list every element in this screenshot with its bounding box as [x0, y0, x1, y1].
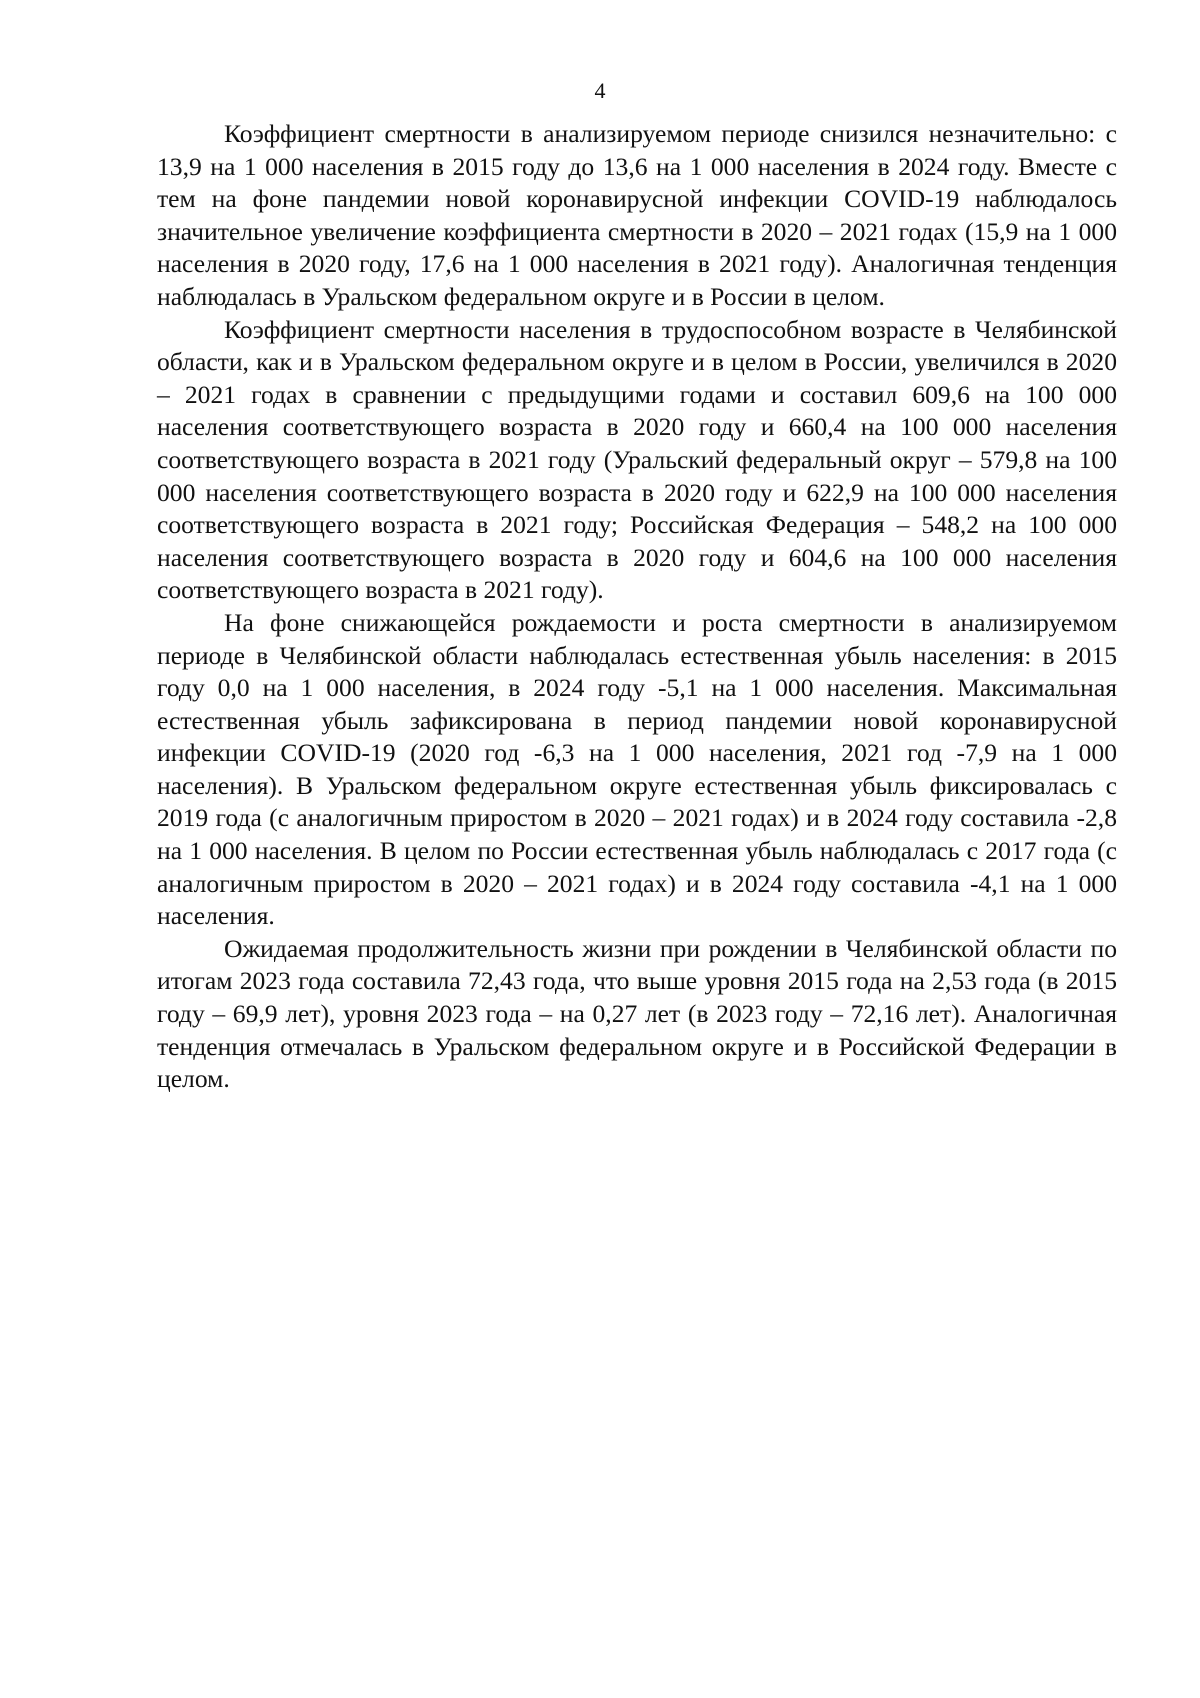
paragraph-natural-decrease: На фоне снижающейся рождаемости и роста смертности в анализируемом периоде в Челябинской области наблюдалась естественная убыль населения: в 2015 году 0,0 на 1 000 населения, в 2024 году -5,1 на 1 000 населения. Максимальная естественная убыль зафиксирована в период пандемии новой коронавирусной инфекции COVID-19 (2020 год -6,3 на 1 000 населения, 2021 год -7,9 на 1 000 населения). В Уральском федеральном округе естественная убыль фиксировалась с 2019 года (с аналогичным приростом в 2020 – 2021 годах) и в 2024 году составила -2,8 на 1 000 населения. В целом по России естественная убыль наблюдалась с 2017 года (с аналогичным приростом в 2020 – 2021 годах) и в 2024 году составила -4,1 на 1 000 населения. [157, 607, 1117, 931]
paragraph-working-age-mortality: Коэффициент смертности населения в трудоспособном возрасте в Челябинской области, как и в Уральском федеральном округе и в целом в России, увеличился в 2020 – 2021 годах в сравнении с предыдущими годами и составил 609,6 на 100 000 населения соответствующего возраста в 2020 году и 660,4 на 100 000 населения соответствующего возраста в 2021 году (Уральский федеральный округ – 579,8 на 100 000 населения соответствующего возраста в 2020 году и 622,9 на 100 000 населения соответствующего возраста в 2021 году; Российская Федерация – 548,2 на 100 000 населения соответствующего возраста в 2020 году и 604,6 на 100 000 населения соответствующего возраста в 2021 году). [157, 314, 1117, 605]
paragraph-mortality-rate: Коэффициент смертности в анализируемом периоде снизился незначительно: с 13,9 на 1 000 населения в 2015 году до 13,6 на 1 000 населения в 2024 году. Вместе с тем на фоне пандемии новой коронавирусной инфекции COVID-19 наблюдалось значительное увеличение коэффициента смертности в 2020 – 2021 годах (15,9 на 1 000 населения в 2020 году, 17,6 на 1 000 населения в 2021 году). Аналогичная тенденция наблюдалась в Уральском федеральном округе и в России в целом. [157, 119, 1117, 311]
document-body [157, 118, 1117, 1096]
paragraph-life-expectancy: Ожидаемая продолжительность жизни при рождении в Челябинской области по итогам 2023 года составила 72,43 года, что выше уровня 2015 года на 2,53 года (в 2015 году – 69,9 лет), уровня 2023 года – на 0,27 лет (в 2023 году – 72,16 лет). Аналогичная тенденция отмечалась в Уральском федеральном округе и в Российской Федерации в целом. [157, 933, 1117, 1094]
page-number: 4 [594, 78, 606, 103]
